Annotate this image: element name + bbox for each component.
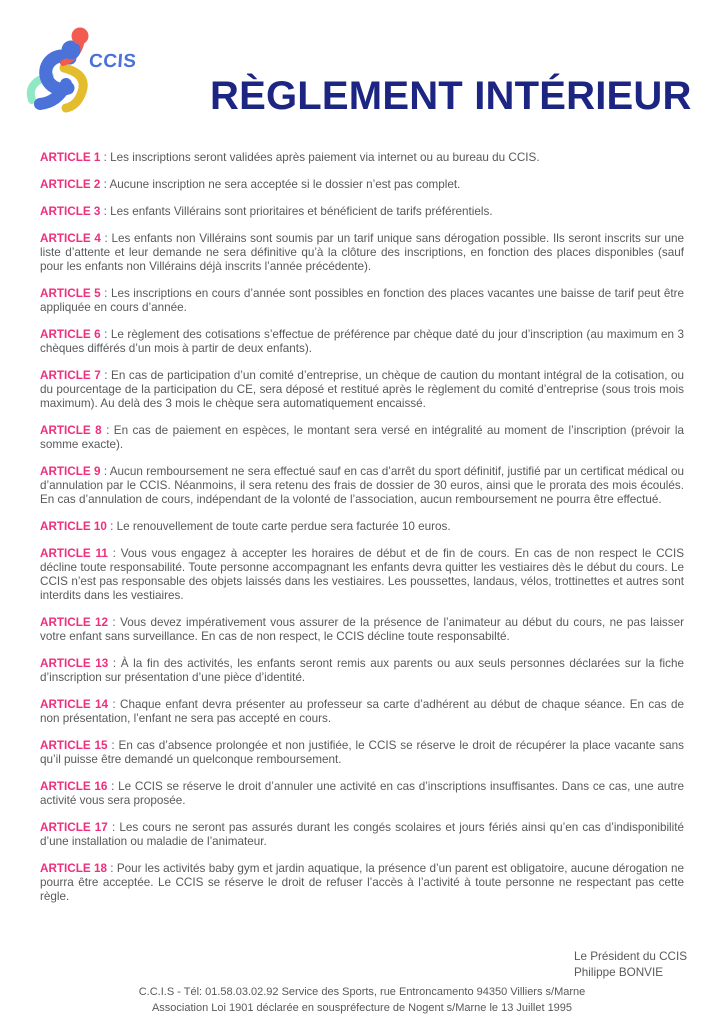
article-paragraph (40, 424, 684, 452)
article-label: ARTICLE 10 (40, 520, 107, 533)
footer-line-1: C.C.I.S - Tél: 01.58.03.02.92 Service des Sports, rue Entroncamento 94350 Villiers s/Marne (138, 986, 586, 998)
article-separator: : (100, 369, 112, 382)
article-paragraph (40, 739, 684, 767)
article-text: Aucune inscription ne sera acceptée si le dossier n’est pas complet. (109, 178, 461, 191)
article-separator: : (107, 821, 120, 834)
article-paragraph (40, 178, 684, 192)
logo-text: CCIS (88, 51, 138, 72)
articles-list (0, 151, 724, 904)
article-separator: : (107, 739, 119, 752)
article-label: ARTICLE 4 (40, 232, 101, 245)
article-label: ARTICLE 17 (40, 821, 108, 834)
article-separator: : (106, 862, 117, 875)
article-text: En cas de paiement en espèces, le montant sera versé en intégralité au moment de l’inscription (prévoir la somme exacte). (40, 424, 684, 451)
article-label: ARTICLE 7 (40, 369, 101, 382)
article-text: Les cours ne seront pas assurés durant les congés scolaires et jours fériés ainsi qu’en cas d’indisponibilité d’une installation ou maladie de l’animateur. (40, 821, 684, 848)
article-label: ARTICLE 14 (40, 698, 109, 711)
article-text: Le CCIS se réserve le droit d’annuler une activité en cas d’inscriptions insuffisantes. Dans ce cas, une autre activité vous sera proposée. (40, 780, 684, 807)
article-separator: : (107, 547, 121, 560)
article-text: Vous devez impérativement vous assurer de la présence de l’animateur au début du cours, ne pas laisser votre enfant sans surveillance. En cas de non respect, le CCIS décline toute responsabilté. (40, 616, 684, 643)
article-paragraph (40, 287, 684, 315)
article-paragraph (40, 862, 684, 904)
article-text: Les enfants non Villérains sont soumis par un tarif unique sans dérogation possible. Ils seront inscrits sur une liste d’attente et leur demande ne sera définitive qu’à la clôture des inscriptions, en fonction des places disponibles (sauf pour les enfants non Villérains déjà inscrits l’année précédente). (40, 232, 685, 273)
document-footer (0, 985, 724, 1016)
article-text: Aucun remboursement ne sera effectué sauf en cas d’arrêt du sport définitif, justifié par un certificat médical ou d’annulation par le CCIS. Néanmoins, il sera retenu des frais de dossier de 30 euros, ainsi que le prorata des mois écoulés. En cas d’annulation de cours, indépendant de la volonté de l’association, aucun remboursement ne pourra être effectué. (40, 465, 684, 506)
article-text: En cas de participation d’un comité d’entreprise, un chèque de caution du montant intégral de la cotisation, ou du pourcentage de la participation du CE, sera déposé et restitué après le règlement du comité d’entreprise (sous trois mois maximum). Au delà des 3 mois le chèque sera automatiquement encaissé. (40, 369, 685, 410)
article-label: ARTICLE 16 (40, 780, 108, 793)
article-separator: : (107, 780, 119, 793)
signature-block (574, 949, 687, 980)
article-separator: : (101, 424, 114, 437)
article-separator: : (108, 698, 121, 711)
article-separator: : (100, 232, 112, 245)
article-paragraph (40, 465, 684, 507)
article-text: En cas d’absence prolongée et non justifiée, le CCIS se réserve le droit de récupérer la place vacante sans qu’il puisse être demandé un quelconque remboursement. (40, 739, 684, 766)
article-text: Vous vous engagez à accepter les horaires de début et de fin de cours. En cas de non respect le CCIS décline toute responsabilité. Toute personne accompagnant les enfants devra quitter les vestiaires dès le début du cours. Le CCIS n’est pas responsable des objets laissés dans les vestiaires. Les poussettes, landaus, vélos, trottinettes et autres sont interdits dans les vestiaires. (40, 547, 684, 602)
page-title: RÈGLEMENT INTÉRIEUR (210, 74, 692, 118)
ccis-logo (24, 18, 144, 118)
article-paragraph (40, 657, 684, 685)
signature-name: Philippe BONVIE (574, 965, 663, 979)
article-text: Pour les activités baby gym et jardin aquatique, la présence d’un parent est obligatoire, aucune dérogation ne pourra être acceptée. Le CCIS se réserve le droit de refuser l’accès à l’activité à toute personne ne respectant pas cette règle. (40, 862, 684, 903)
article-paragraph (40, 369, 684, 411)
article-paragraph (40, 821, 684, 849)
article-text: À la fin des activités, les enfants seront remis aux parents ou aux seuls personnes déclarées sur la fiche d’inscription sur présentation d’une pièce d’identité. (40, 657, 684, 684)
signature-role: Le Président du CCIS (574, 950, 688, 963)
article-text: Le renouvellement de toute carte perdue sera facturée 10 euros. (116, 520, 451, 533)
article-label: ARTICLE 12 (40, 616, 109, 629)
article-separator: : (100, 205, 111, 218)
article-paragraph (40, 232, 684, 274)
article-label: ARTICLE 3 (40, 205, 101, 218)
article-separator: : (100, 178, 110, 191)
article-label: ARTICLE 11 (40, 547, 108, 560)
article-paragraph (40, 616, 684, 644)
article-separator: : (108, 657, 121, 670)
document-header (0, 0, 724, 151)
article-paragraph (40, 205, 684, 219)
footer-line-2: Association Loi 1901 déclarée en souspréfecture de Nogent s/Marne le 13 Juillet 1995 (151, 1001, 573, 1014)
article-label: ARTICLE 2 (40, 178, 101, 191)
article-label: ARTICLE 15 (40, 739, 108, 752)
article-separator: : (100, 151, 111, 164)
article-text: Les inscriptions seront validées après paiement via internet ou au bureau du CCIS. (110, 151, 540, 164)
article-paragraph (40, 520, 684, 534)
article-separator: : (106, 520, 117, 533)
article-paragraph (40, 780, 684, 808)
article-text: Le règlement des cotisations s’effectue de préférence par chèque daté du jour d’inscription (au maximum en 3 chèques différés d’un mois à partir de deux enfants). (40, 328, 684, 355)
article-label: ARTICLE 9 (40, 465, 101, 478)
article-label: ARTICLE 1 (40, 151, 101, 164)
article-paragraph (40, 151, 684, 165)
article-label: ARTICLE 8 (40, 424, 102, 437)
article-separator: : (100, 328, 111, 341)
article-label: ARTICLE 5 (40, 287, 101, 300)
article-separator: : (100, 465, 110, 478)
runner-logo-icon (24, 18, 96, 116)
article-label: ARTICLE 13 (40, 657, 109, 670)
article-label: ARTICLE 18 (40, 862, 107, 875)
article-separator: : (100, 287, 111, 300)
article-separator: : (108, 616, 121, 629)
article-label: ARTICLE 6 (40, 328, 101, 341)
article-text: Les inscriptions en cours d’année sont possibles en fonction des places vacantes une baisse de tarif peut être appliquée en cours d’année. (40, 287, 685, 314)
article-paragraph (40, 328, 684, 356)
article-paragraph (40, 547, 684, 603)
article-text: Les enfants Villérains sont prioritaires et bénéficient de tarifs préférentiels. (110, 205, 493, 218)
article-text: Chaque enfant devra présenter au professeur sa carte d’adhérent au début de chaque séance. En cas de non présentation, l’enfant ne sera pas accepté en cours. (40, 698, 684, 725)
article-paragraph (40, 698, 684, 726)
